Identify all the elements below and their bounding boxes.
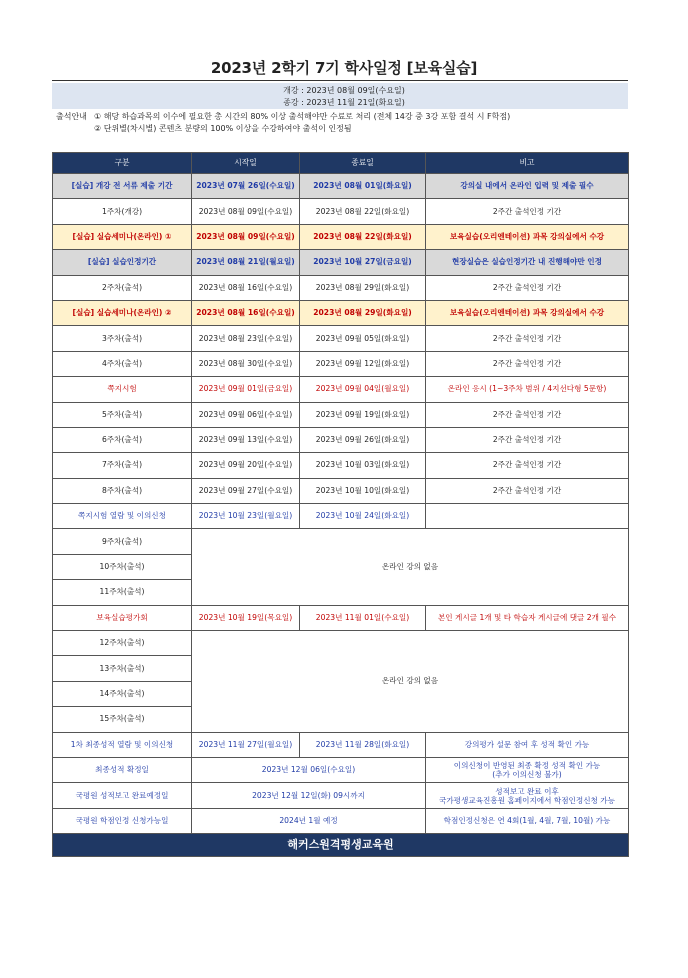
title-rule-top	[52, 80, 628, 81]
table-cell	[426, 504, 629, 529]
table-cell: 14주차(출석)	[53, 681, 192, 706]
table-cell: 2주간 출석인정 기간	[426, 275, 629, 300]
table-cell: 2023년 10월 27일(금요일)	[300, 250, 426, 275]
table-cell: 2023년 12월 12일(화) 09시까지	[192, 783, 426, 808]
table-row	[53, 757, 629, 782]
table-cell: 13주차(출석)	[53, 656, 192, 681]
table-cell: [실습] 실습세미나(온라인) ①	[53, 224, 192, 249]
table-cell: 2023년 08월 30일(수요일)	[192, 351, 300, 376]
col-header: 종료일	[300, 153, 426, 174]
footer-row	[53, 834, 629, 857]
table-cell: 10주차(출석)	[53, 554, 192, 579]
table-cell: 학점인정신청은 연 4회(1월, 4월, 7월, 10월) 가능	[426, 808, 629, 833]
table-cell: 8주차(출석)	[53, 478, 192, 503]
footer-brand: 해커스원격평생교육원	[53, 834, 629, 857]
table-cell: [실습] 실습인정기간	[53, 250, 192, 275]
table-cell: 2023년 08월 22일(화요일)	[300, 199, 426, 224]
table-cell: 현장실습은 실습인정기간 내 진행해야만 인정	[426, 250, 629, 275]
table-cell: 2023년 09월 01일(금요일)	[192, 377, 300, 402]
table-row	[53, 174, 629, 199]
table-cell: 본인 게시글 1개 및 타 학습자 게시글에 댓글 2개 필수	[426, 605, 629, 630]
table-cell: 2주간 출석인정 기간	[426, 427, 629, 452]
table-cell: 2023년 08월 22일(화요일)	[300, 224, 426, 249]
table-row	[53, 199, 629, 224]
schedule-table	[52, 152, 629, 857]
table-cell: [실습] 실습세미나(온라인) ②	[53, 300, 192, 325]
table-row	[53, 808, 629, 833]
table-cell: 2023년 09월 13일(수요일)	[192, 427, 300, 452]
note-line: 국가평생교육진흥원 홈페이지에서 학점인정신청 가능	[439, 795, 615, 805]
table-cell: 보육실습(오리엔테이션) 과목 강의실에서 수강	[426, 300, 629, 325]
table-row	[53, 478, 629, 503]
no-lecture-cell: 온라인 강의 없음	[192, 529, 629, 605]
table-cell: 2023년 09월 05일(화요일)	[300, 326, 426, 351]
table-cell: 2023년 08월 09일(수요일)	[192, 199, 300, 224]
table-cell: 2023년 08월 16일(수요일)	[192, 275, 300, 300]
table-row	[53, 300, 629, 325]
col-header: 비고	[426, 153, 629, 174]
table-cell: 11주차(출석)	[53, 580, 192, 605]
table-cell: 2023년 09월 19일(화요일)	[300, 402, 426, 427]
table-cell: 강의실 내에서 온라인 입력 및 제출 필수	[426, 174, 629, 199]
table-cell: 7주차(출석)	[53, 453, 192, 478]
open-date: 개강 : 2023년 08월 09일(수요일)	[283, 86, 405, 95]
table-cell: 2주간 출석인정 기간	[426, 351, 629, 376]
table-cell: 쪽지시험	[53, 377, 192, 402]
table-cell	[426, 757, 629, 782]
notice-line-1: ① 해당 하습과목의 이수에 필요한 총 시간의 80% 이상 출석해야만 수료로 처리 (전체 14강 중 3강 포함 결석 시 F학점)	[94, 112, 511, 121]
table-cell: 2023년 10월 24일(화요일)	[300, 504, 426, 529]
notice-line-2: ② 단위별(차시별) 콘텐츠 분량의 100% 이상을 수강하여야 출석이 인정됨	[94, 124, 352, 133]
table-cell: 5주차(출석)	[53, 402, 192, 427]
note-line: (추가 이의신청 불가)	[492, 770, 562, 780]
table-row	[53, 453, 629, 478]
table-cell: 보육실습(오리엔테이션) 과목 강의실에서 수강	[426, 224, 629, 249]
note-line: 이의신청이 반영된 최종 확정 성적 확인 가능	[453, 761, 601, 771]
table-cell: 2023년 11월 28일(화요일)	[300, 732, 426, 757]
table-row	[53, 732, 629, 757]
table-cell: 12주차(출석)	[53, 631, 192, 656]
table-row	[53, 529, 629, 554]
table-cell: 2023년 12월 06일(수요일)	[192, 757, 426, 782]
table-cell: 2023년 08월 16일(수요일)	[192, 300, 300, 325]
table-cell: 1차 최종성적 열람 및 이의신청	[53, 732, 192, 757]
table-cell: 2023년 10월 19일(목요일)	[192, 605, 300, 630]
table-cell: 온라인 응시 (1~3주차 범위 / 4지선다형 5문항)	[426, 377, 629, 402]
table-cell: 국평원 성적보고 완료예정일	[53, 783, 192, 808]
table-row	[53, 504, 629, 529]
table-cell: 2023년 08월 23일(수요일)	[192, 326, 300, 351]
table-cell: 2023년 10월 03일(화요일)	[300, 453, 426, 478]
table-cell: 2023년 09월 20일(수요일)	[192, 453, 300, 478]
table-row	[53, 224, 629, 249]
table-cell: 2023년 08월 29일(화요일)	[300, 300, 426, 325]
table-row	[53, 326, 629, 351]
table-cell: 2023년 10월 23일(월요일)	[192, 504, 300, 529]
table-cell: 2주차(출석)	[53, 275, 192, 300]
table-row	[53, 351, 629, 376]
table-row	[53, 275, 629, 300]
table-cell: 보육실습평가회	[53, 605, 192, 630]
table-cell: 2주간 출석인정 기간	[426, 326, 629, 351]
table-cell: 2023년 08월 29일(화요일)	[300, 275, 426, 300]
no-lecture-cell: 온라인 강의 없음	[192, 631, 629, 733]
table-cell: 2023년 09월 12일(화요일)	[300, 351, 426, 376]
table-cell: 강의평가 설문 참여 후 성적 확인 가능	[426, 732, 629, 757]
table-cell: 2023년 09월 04일(월요일)	[300, 377, 426, 402]
table-cell: [실습] 개강 전 서류 제출 기간	[53, 174, 192, 199]
note-line: 성적보고 완료 이후	[495, 786, 559, 796]
close-date: 종강 : 2023년 11월 21일(화요일)	[283, 98, 405, 107]
notice-label: 출석안내	[56, 112, 87, 121]
table-cell: 6주차(출석)	[53, 427, 192, 452]
table-row	[53, 605, 629, 630]
table-cell: 2023년 08월 21일(월요일)	[192, 250, 300, 275]
table-cell: 2023년 11월 01일(수요일)	[300, 605, 426, 630]
table-cell: 2주간 출석인정 기간	[426, 478, 629, 503]
table-cell: 2024년 1월 예정	[192, 808, 426, 833]
table-row	[53, 250, 629, 275]
col-header: 구분	[53, 153, 192, 174]
table-cell: 2023년 11월 27일(월요일)	[192, 732, 300, 757]
page-title: 2023년 2학기 7기 학사일정 [보육실습]	[210, 59, 478, 77]
col-header: 시작일	[192, 153, 300, 174]
table-cell: 2023년 07월 26일(수요일)	[192, 174, 300, 199]
table-cell: 국평원 학점인정 신청가능일	[53, 808, 192, 833]
table-cell: 최종성적 확정일	[53, 757, 192, 782]
table-cell: 2023년 09월 27일(수요일)	[192, 478, 300, 503]
table-cell: 쪽지시험 열람 및 이의신청	[53, 504, 192, 529]
table-cell: 1주차(개강)	[53, 199, 192, 224]
table-row	[53, 631, 629, 656]
table-cell: 2023년 08월 09일(수요일)	[192, 224, 300, 249]
table-header-row	[53, 153, 629, 174]
table-row	[53, 377, 629, 402]
table-row	[53, 783, 629, 808]
table-cell: 2023년 09월 26일(화요일)	[300, 427, 426, 452]
table-cell: 15주차(출석)	[53, 707, 192, 732]
table-cell: 2023년 10월 10일(화요일)	[300, 478, 426, 503]
table-cell: 2주간 출석인정 기간	[426, 402, 629, 427]
table-cell: 2주간 출석인정 기간	[426, 199, 629, 224]
table-row	[53, 427, 629, 452]
table-cell: 4주차(출석)	[53, 351, 192, 376]
table-cell: 3주차(출석)	[53, 326, 192, 351]
table-row	[53, 402, 629, 427]
table-cell: 2주간 출석인정 기간	[426, 453, 629, 478]
table-cell	[426, 783, 629, 808]
table-cell: 9주차(출석)	[53, 529, 192, 554]
table-cell: 2023년 08월 01일(화요일)	[300, 174, 426, 199]
table-cell: 2023년 09월 06일(수요일)	[192, 402, 300, 427]
